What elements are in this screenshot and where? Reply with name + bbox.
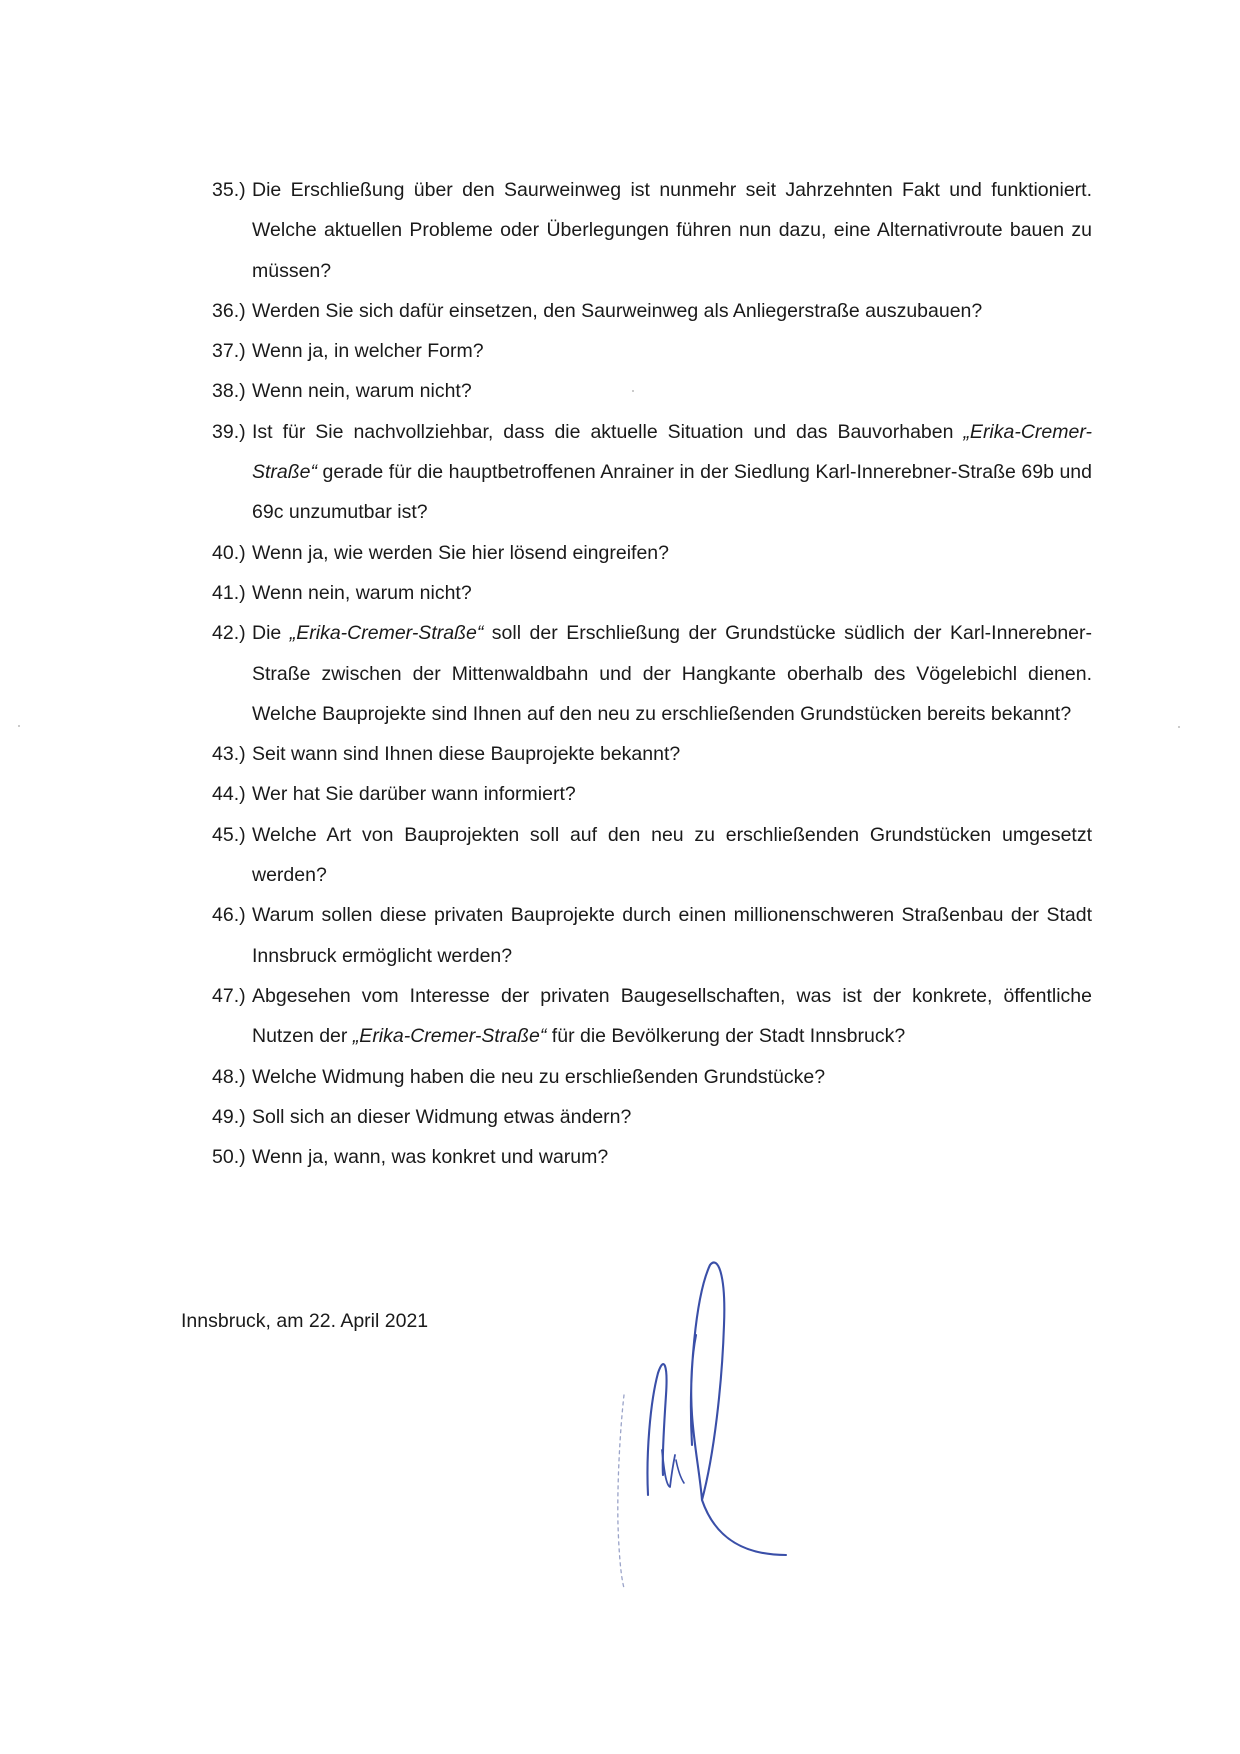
- question-43: [212, 734, 1092, 774]
- street-name-emphasis: „Erika-Cremer-Straße“: [352, 1025, 547, 1048]
- question-49: [212, 1097, 1092, 1137]
- question-48: [212, 1057, 1092, 1097]
- question-text: Welche Widmung haben die neu zu erschließenden Grundstücke?: [252, 1065, 826, 1088]
- question-42: [212, 613, 1092, 734]
- street-name-emphasis: „Erika-Cremer-Straße“: [289, 622, 484, 645]
- question-46: [212, 895, 1092, 976]
- question-50: [212, 1137, 1092, 1177]
- question-text: Warum sollen diese privaten Bauprojekte durch einen millionenschweren Straßenbau der Stadt Innsbruck ermöglicht werden?: [252, 904, 1092, 967]
- question-text: [252, 412, 1092, 533]
- question-37: [212, 331, 1092, 371]
- question-number: 39.): [212, 420, 246, 443]
- question-number: 37.): [212, 340, 246, 363]
- question-text: Die Erschließung über den Saurweinweg ist nunmehr seit Jahrzehnten Fakt und funktioniert. Welche aktuellen Probleme oder Überlegungen führen nun dazu, eine Alternativroute bauen zu müssen?: [252, 179, 1092, 282]
- question-number: 45.): [212, 823, 246, 846]
- question-47: [212, 976, 1092, 1057]
- question-text: Wenn nein, warum nicht?: [252, 581, 472, 604]
- question-number: 50.): [212, 1146, 246, 1169]
- question-text-after: für die Bevölkerung der Stadt Innsbruck?: [546, 1025, 906, 1048]
- scan-speck: [632, 390, 634, 392]
- question-text: [252, 613, 1092, 734]
- question-number: 35.): [212, 179, 246, 201]
- question-text-before: Die: [252, 622, 290, 645]
- question-text: Wenn ja, wie werden Sie hier lösend eingreifen?: [252, 541, 669, 564]
- question-text-after: gerade für die hauptbetroffenen Anrainer in der Siedlung Karl-Innerebner-Straße 69b und 69c unzumutbar ist?: [252, 461, 1092, 524]
- street-name-emphasis: „Erika-Cremer-Straße“: [252, 420, 1092, 484]
- question-text-before: Ist für Sie nachvollziehbar, dass die aktuelle Situation und das Bauvorhaben: [252, 420, 964, 443]
- question-number: 47.): [212, 984, 246, 1007]
- place-date: Innsbruck, am 22. April 2021: [181, 1310, 429, 1332]
- question-number: 48.): [212, 1065, 246, 1088]
- question-number: 44.): [212, 783, 246, 806]
- question-text: Wer hat Sie darüber wann informiert?: [252, 783, 576, 806]
- question-text: Wenn nein, warum nicht?: [252, 380, 472, 403]
- question-40: [212, 533, 1092, 573]
- scan-speck: [18, 725, 20, 727]
- question-text-after: soll der Erschließung der Grundstücke südlich der Karl-Innerebner-Straße zwischen der Mittenwaldbahn und der Hangkante oberhalb des Vögelebichl dienen. Welche Bauprojekte sind Ihnen auf den neu zu erschließenden Grundstücken bereits bekannt?: [252, 622, 1092, 725]
- question-number: 38.): [212, 380, 246, 403]
- question-36: [212, 291, 1092, 331]
- question-44: [212, 774, 1092, 814]
- question-number: 36.): [212, 299, 246, 322]
- question-text-before: Abgesehen vom Interesse der privaten Baugesellschaften, was ist der konkrete, öffentliche Nutzen der: [252, 984, 1092, 1048]
- question-text: Seit wann sind Ihnen diese Bauprojekte bekannt?: [252, 743, 681, 766]
- question-number: 40.): [212, 541, 246, 564]
- question-text: Wenn ja, in welcher Form?: [252, 340, 484, 363]
- scan-speck: [1178, 726, 1180, 728]
- question-number: 49.): [212, 1105, 246, 1128]
- question-45: [212, 815, 1092, 896]
- question-38: [212, 371, 1092, 411]
- question-text: [252, 976, 1092, 1057]
- question-number: 42.): [212, 622, 246, 645]
- question-number: 41.): [212, 581, 246, 604]
- question-text: Werden Sie sich dafür einsetzen, den Saurweinweg als Anliegerstraße auszubauen?: [252, 299, 983, 322]
- question-41: [212, 573, 1092, 613]
- question-number: 43.): [212, 743, 246, 766]
- question-text: Soll sich an dieser Widmung etwas ändern?: [252, 1105, 632, 1128]
- question-text: Welche Art von Bauprojekten soll auf den neu zu erschließenden Grundstücken umgesetzt werden?: [252, 823, 1092, 887]
- handwritten-signature: [610, 1255, 790, 1590]
- question-number: 46.): [212, 904, 246, 927]
- question-text: Wenn ja, wann, was konkret und warum?: [252, 1146, 609, 1169]
- question-35: [212, 170, 1092, 291]
- question-list: [212, 170, 1092, 1177]
- question-39: [212, 412, 1092, 533]
